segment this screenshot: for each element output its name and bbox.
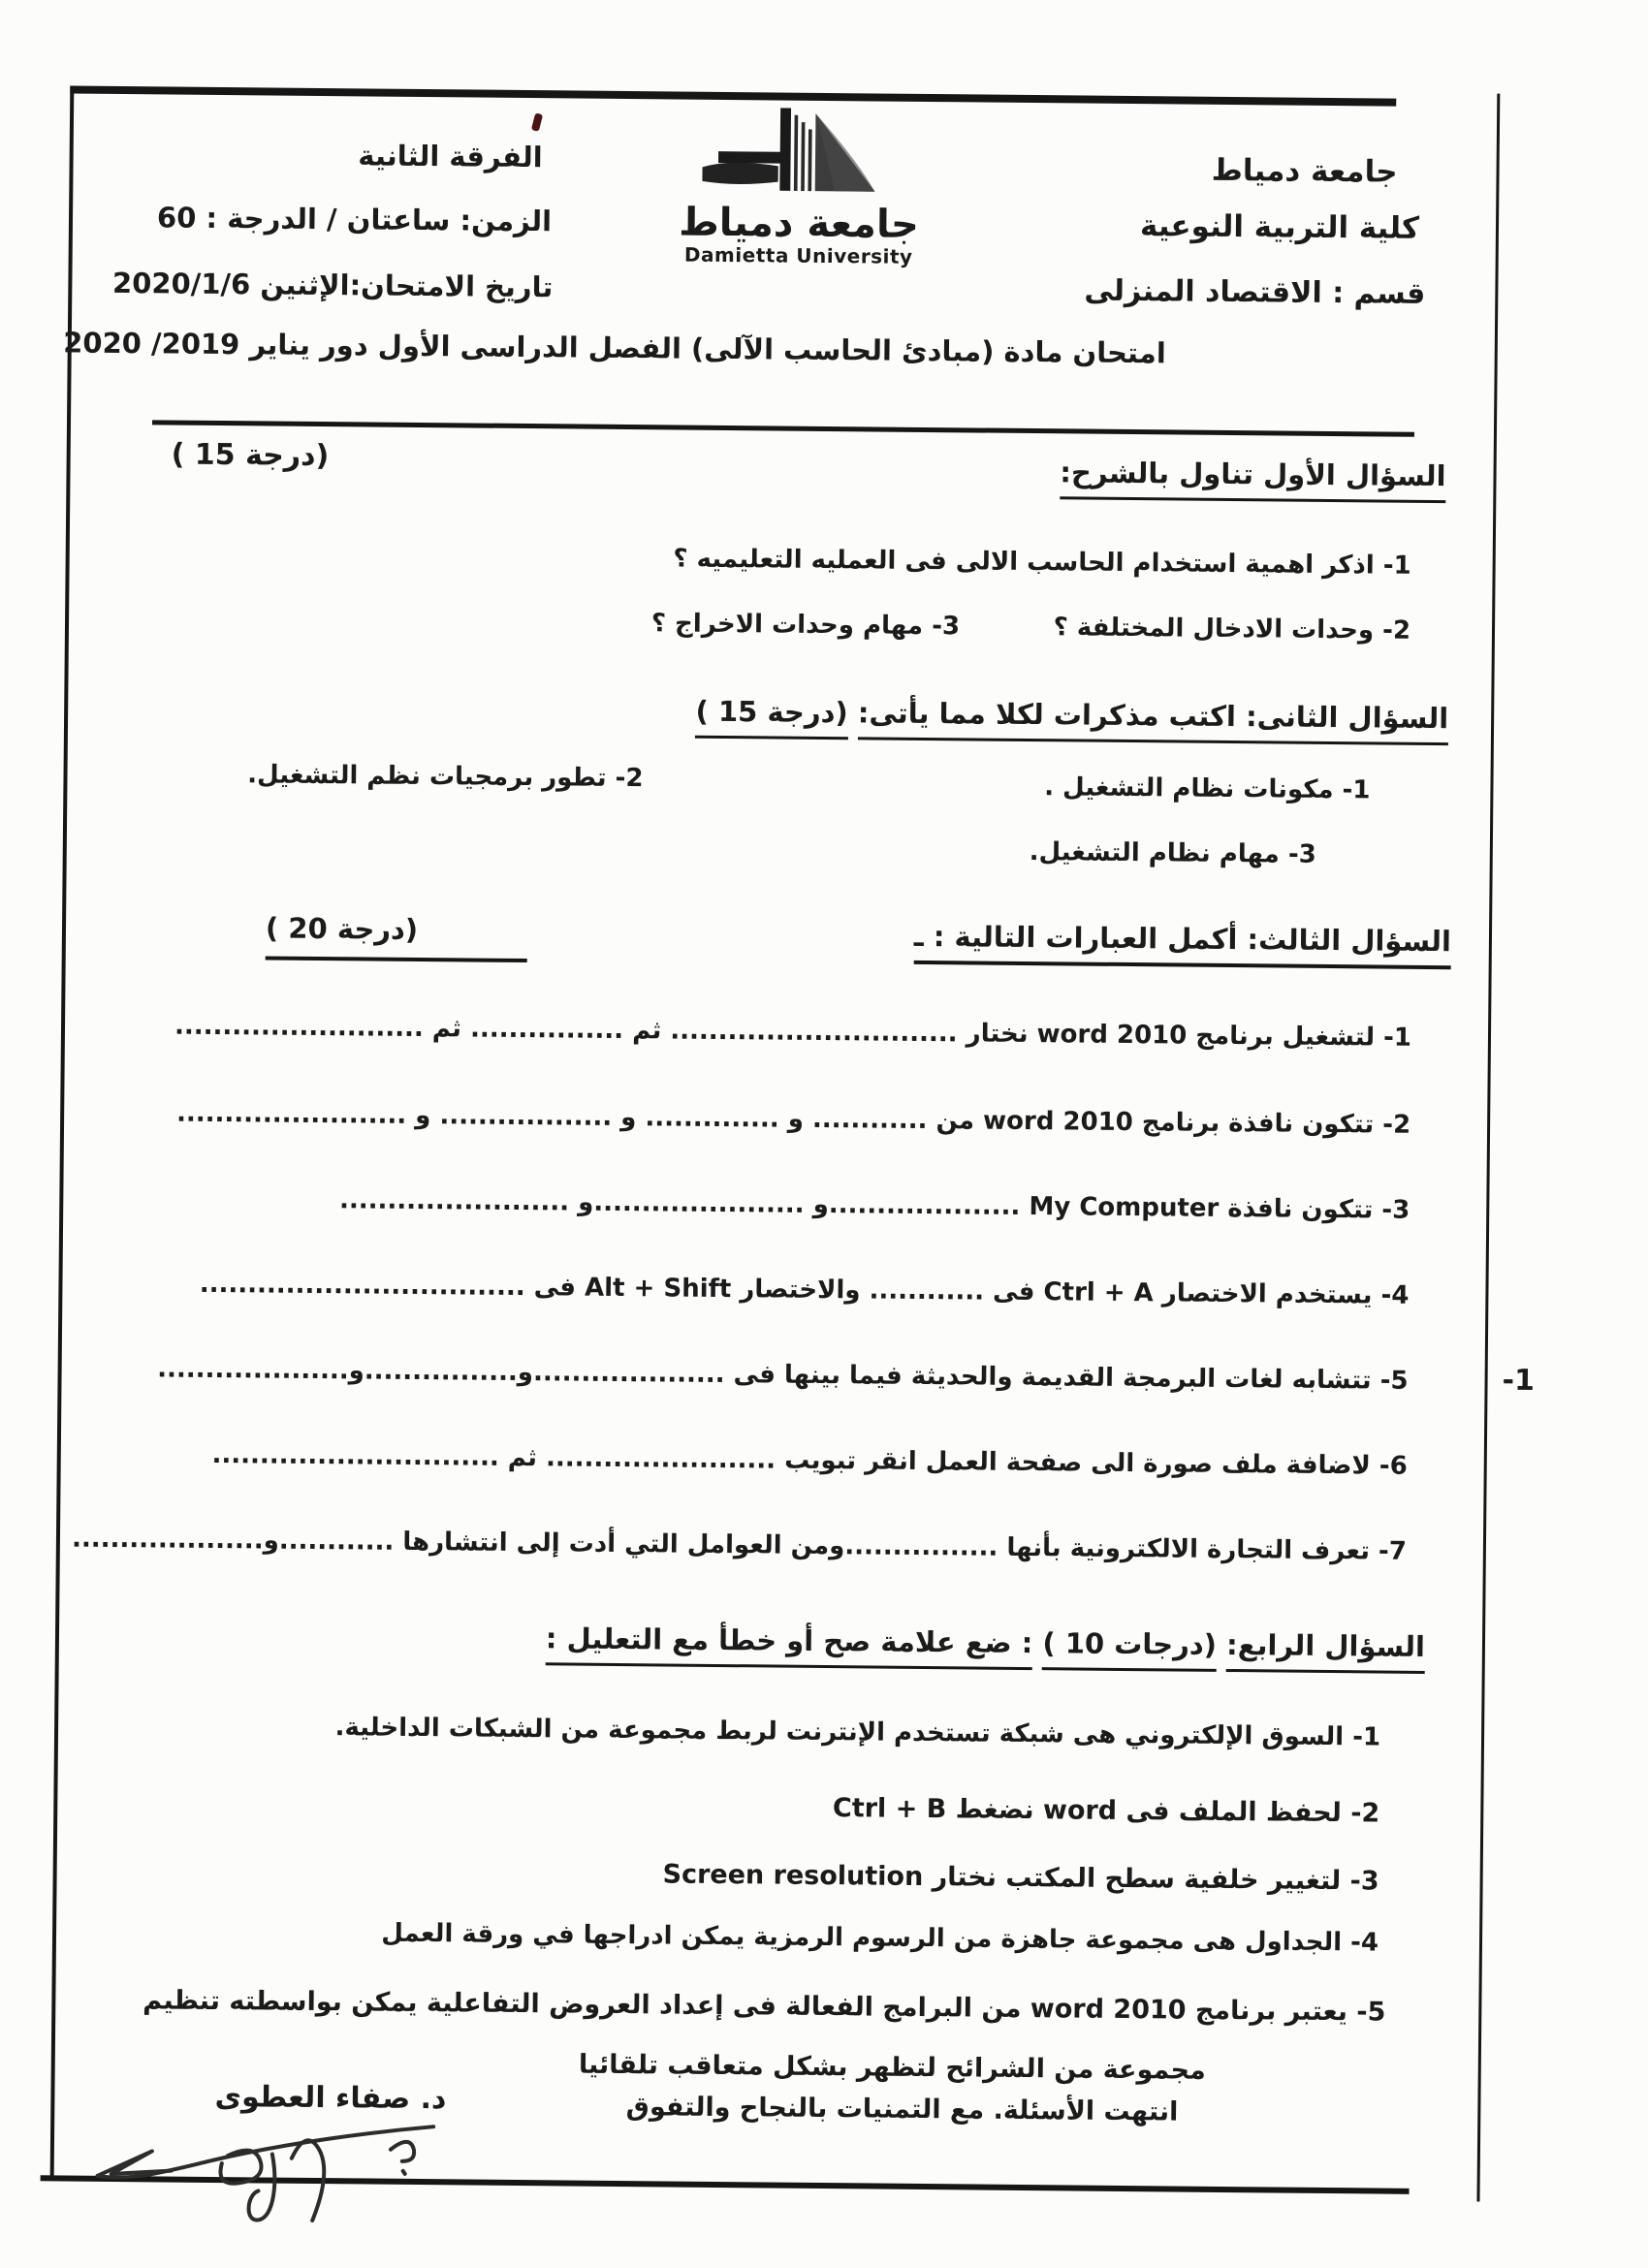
q3-item: 6- لاضافة ملف صورة الى صفحة العمل انقر تبويب ........................ ثم ..............................: [211, 1439, 1408, 1481]
q2-item: 2- تطور برمجيات نظم التشغيل.: [247, 760, 644, 794]
q1-heading: [1060, 456, 1445, 492]
q1-item: 2- وحدات الادخال المختلفة ؟: [1053, 613, 1411, 646]
q1-heading-text: السؤال الأول تناول بالشرح:: [1060, 456, 1446, 503]
logo-english-name: Damietta University: [683, 242, 913, 268]
frame-right-line: [1476, 94, 1500, 2202]
header-exam-date: تاريخ الامتحان:الإثنين 2020/1/6: [111, 266, 554, 304]
q3-heading-text: السؤال الثالث: أكمل العبارات التالية : ـ: [914, 920, 1452, 969]
q4-marks: ( 10 درجات): [1042, 1626, 1217, 1672]
q1-item: 1- اذكر اهمية استخدام الحاسب الالى فى العمليه التعليميه ؟: [673, 544, 1411, 581]
q3-marks: ( 20 درجة): [266, 911, 527, 962]
q3-item: 7- تعرف التجارة الالكترونية بأنها ................ومن العوامل التي أدت إلى انتشارها ............و....................: [71, 1524, 1408, 1566]
q3-item: 4- يستخدم الاختصار Ctrl + A فى ............ والاختصار Alt + Shift فى ..................................: [199, 1269, 1410, 1310]
q4-item: 2- لحفظ الملف فى word نضغط Ctrl + B: [832, 1793, 1380, 1829]
q4-item: 4- الجداول هى مجموعة جاهزة من الرسوم الرمزية يمكن ادراجها في ورقة العمل: [381, 1918, 1379, 1958]
q4-item: 5- يعتبر برنامج word 2010 من البرامج الفعالة فى إعداد العروض التفاعلية يمكن بواسطته تنظيم مجموعة من الشرائح لتظهر بشكل متعاقب تلقائيا: [143, 1985, 1386, 2086]
q3-item: 5- تتشابه لغات البرمجة القديمة والحديثة فيما بينها فى ....................و................و....................: [157, 1354, 1409, 1396]
frame-left-line: [50, 85, 75, 2179]
header-university-name: جامعة دمياط: [1211, 152, 1398, 190]
q4-heading: [546, 1622, 1425, 1663]
q4-item: 1- السوق الإلكتروني هى شبكة تستخدم الإنترنت لربط مجموعة من الشبكات الداخلية.: [334, 1713, 1381, 1752]
university-logo: [649, 105, 951, 268]
signature: [81, 2114, 441, 2234]
q4-heading-text: السؤال الرابع:: [1226, 1628, 1425, 1674]
q3-item: 2- تتكون نافذة برنامج word 2010 من ............ و .............. و .................. و ........................: [175, 1098, 1411, 1140]
q2-heading: [695, 695, 1448, 735]
closing-statement: انتهت الأسئلة. مع التمنيات بالنجاح والتفوق: [625, 2092, 1179, 2127]
q1-item: 3- مهام وحدات الاخراج ؟: [650, 609, 961, 642]
header-faculty-name: كلية التربية النوعية: [1139, 208, 1420, 246]
exam-title: امتحان مادة (مبادئ الحاسب الآلى) الفصل الدراسى الأول دور يناير 2019/ 2020: [63, 326, 1166, 370]
frame-top-line: [70, 85, 1396, 106]
q3-item: 3- تتكون نافذة My Computer ....................و ......................و ........................: [338, 1185, 1410, 1225]
header-department-name: قسم : الاقتصاد المنزلى: [1084, 273, 1426, 311]
q2-marks: ( 15 درجة): [695, 695, 848, 740]
examiner-name: د. صفاء العطوى: [214, 2080, 447, 2117]
q2-heading-text: السؤال الثانى: اكتب مذكرات لكلا مما يأتى:: [858, 696, 1449, 745]
header-grade-year: الفرقة الثانية: [358, 139, 543, 174]
margin-note: -1: [1502, 1363, 1536, 1399]
q1-marks: ( 15 درجة): [171, 437, 330, 474]
header-time-marks: الزمن: ساعتان / الدرجة : 60: [156, 201, 553, 238]
q3-item: 1- لتشغيل برنامج word 2010 نختار .............................. ثم ................ ثم ..........................: [174, 1011, 1412, 1053]
q2-item: 3- مهام نظام التشغيل.: [1029, 837, 1316, 869]
q2-item: 1- مكونات نظام التشغيل .: [1044, 772, 1371, 805]
q3-heading: [914, 920, 1451, 958]
q4-heading-criteria: : ضع علامة صح أو خطأ مع التعليل :: [546, 1622, 1033, 1670]
q4-item: 3- لتغيير خلفية سطح المكتب نختار Screen resolution: [662, 1859, 1379, 1897]
scan-artifact: [531, 112, 543, 131]
university-logo-icon: [682, 106, 916, 205]
logo-arabic-name: جامعة دمياط: [679, 200, 920, 247]
title-separator-line: [152, 420, 1414, 436]
